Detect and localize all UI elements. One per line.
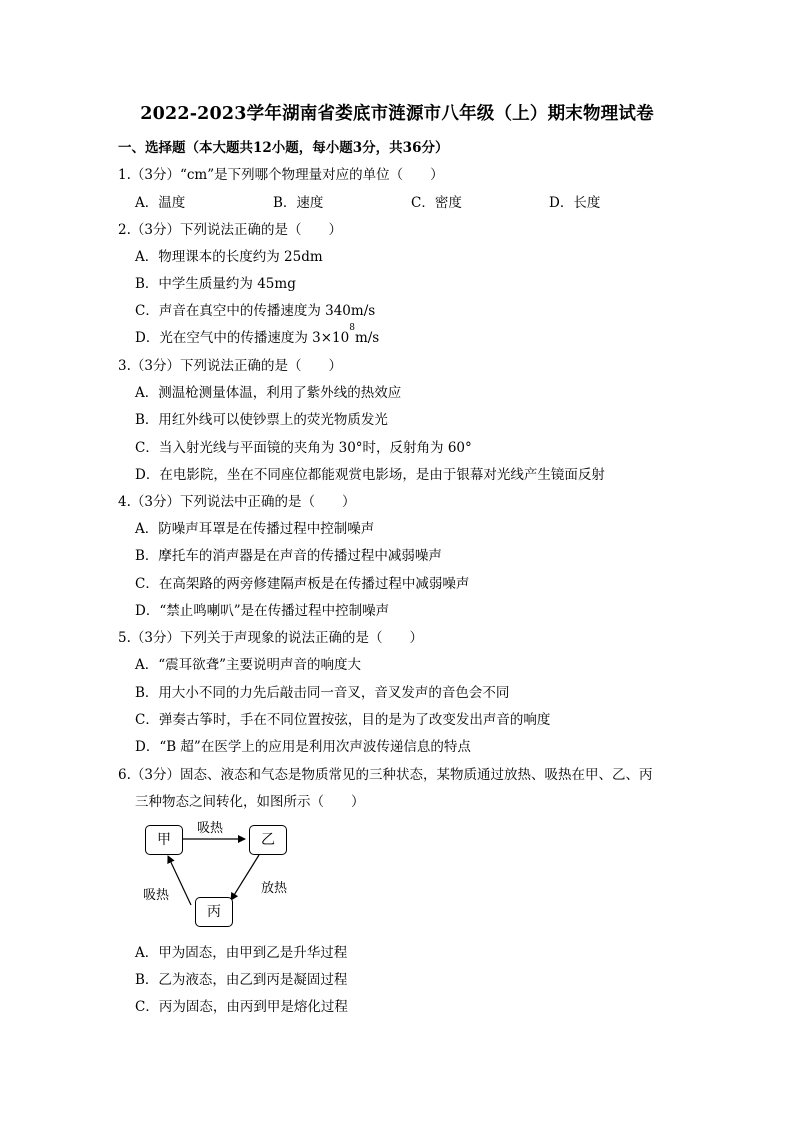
- q3-option-c: C．当入射光线与平面镜的夹角为 30°时，反射角为 60°: [135, 440, 472, 456]
- question-6-stem-continued: 三种物态之间转化，如图所示（ ）: [135, 794, 365, 810]
- state-box-yi: 乙: [249, 825, 287, 855]
- q5-option-d: D．“B 超”在医学上的应用是利用次声波传递信息的特点: [135, 739, 471, 755]
- q1-option-a: A．温度: [135, 195, 186, 211]
- q2-option-c: C．声音在真空中的传播速度为 340m/s: [135, 303, 376, 319]
- label-absorb-heat-left: 吸热: [143, 888, 170, 903]
- q3-option-a: A．测温枪测量体温，利用了紫外线的热效应: [135, 385, 402, 401]
- q2-option-d-exponent: 8: [349, 323, 355, 333]
- state-change-diagram: [135, 815, 315, 935]
- q2-option-b: B．中学生质量约为 45mg: [135, 276, 296, 292]
- q4-option-a: A．防噪声耳罩是在传播过程中控制噪声: [135, 521, 375, 537]
- q2-option-d-text: D．光在空气中的传播速度为 3×10: [135, 330, 350, 346]
- q1-option-b: B．速度: [273, 195, 324, 211]
- q1-option-c: C．密度: [411, 195, 462, 211]
- q3-option-d: D．在电影院，坐在不同座位都能观赏电影场，是由于银幕对光线产生镜面反射: [135, 467, 605, 483]
- q2-option-d-unit: m/s: [354, 330, 380, 346]
- section-heading: 一、选择题（本大题共12小题，每小题3分，共36分）: [118, 140, 449, 156]
- q3-option-b: B．用红外线可以使钞票上的荧光物质发光: [135, 412, 388, 428]
- q6-option-c: C．丙为固态，由丙到甲是熔化过程: [135, 999, 348, 1015]
- q4-option-d: D．“禁止鸣喇叭”是在传播过程中控制噪声: [135, 603, 390, 619]
- arrow-yi-to-bing: [231, 855, 259, 900]
- question-6-stem: 6.（3分）固态、液态和气态是物质常见的三种状态，某物质通过放热、吸热在甲、乙、丙: [118, 767, 653, 783]
- label-absorb-heat-top: 吸热: [197, 821, 224, 836]
- q6-option-a: A．甲为固态，由甲到乙是升华过程: [135, 945, 348, 961]
- q4-option-c: C．在高架路的两旁修建隔声板是在传播过程中减弱噪声: [135, 576, 470, 592]
- q4-option-b: B．摩托车的消声器是在声音的传播过程中减弱噪声: [135, 548, 442, 564]
- q5-option-c: C．弹奏古筝时，手在不同位置按弦，目的是为了改变发出声音的响度: [135, 712, 551, 728]
- q2-option-a: A．物理课本的长度约为 25dm: [135, 249, 323, 265]
- state-box-bing: 丙: [195, 897, 233, 927]
- question-1-options: [135, 191, 695, 211]
- label-release-heat: 放热: [261, 881, 288, 896]
- q5-option-a: A．“震耳欲聋”主要说明声音的响度大: [135, 657, 362, 673]
- question-3-stem: 3.（3分）下列说法正确的是（ ）: [118, 358, 342, 374]
- question-1-stem: 1.（3分）“cm”是下列哪个物理量对应的单位（ ）: [118, 167, 444, 183]
- question-5-stem: 5.（3分）下列关于声现象的说法正确的是（ ）: [118, 630, 423, 646]
- q5-option-b: B．用大小不同的力先后敲击同一音叉，音叉发声的音色会不同: [135, 685, 510, 701]
- q1-option-d: D．长度: [549, 195, 601, 211]
- state-box-jia: 甲: [145, 825, 183, 855]
- arrow-bing-to-jia: [168, 856, 191, 905]
- q2-option-d: [135, 323, 380, 346]
- question-2-stem: 2.（3分）下列说法正确的是（ ）: [118, 222, 342, 238]
- q6-option-b: B．乙为液态，由乙到丙是凝固过程: [135, 972, 348, 988]
- page-title: 2022-2023学年湖南省娄底市涟源市八年级（上）期末物理试卷: [140, 104, 654, 124]
- question-4-stem: 4.（3分）下列说法中正确的是（ ）: [118, 494, 356, 510]
